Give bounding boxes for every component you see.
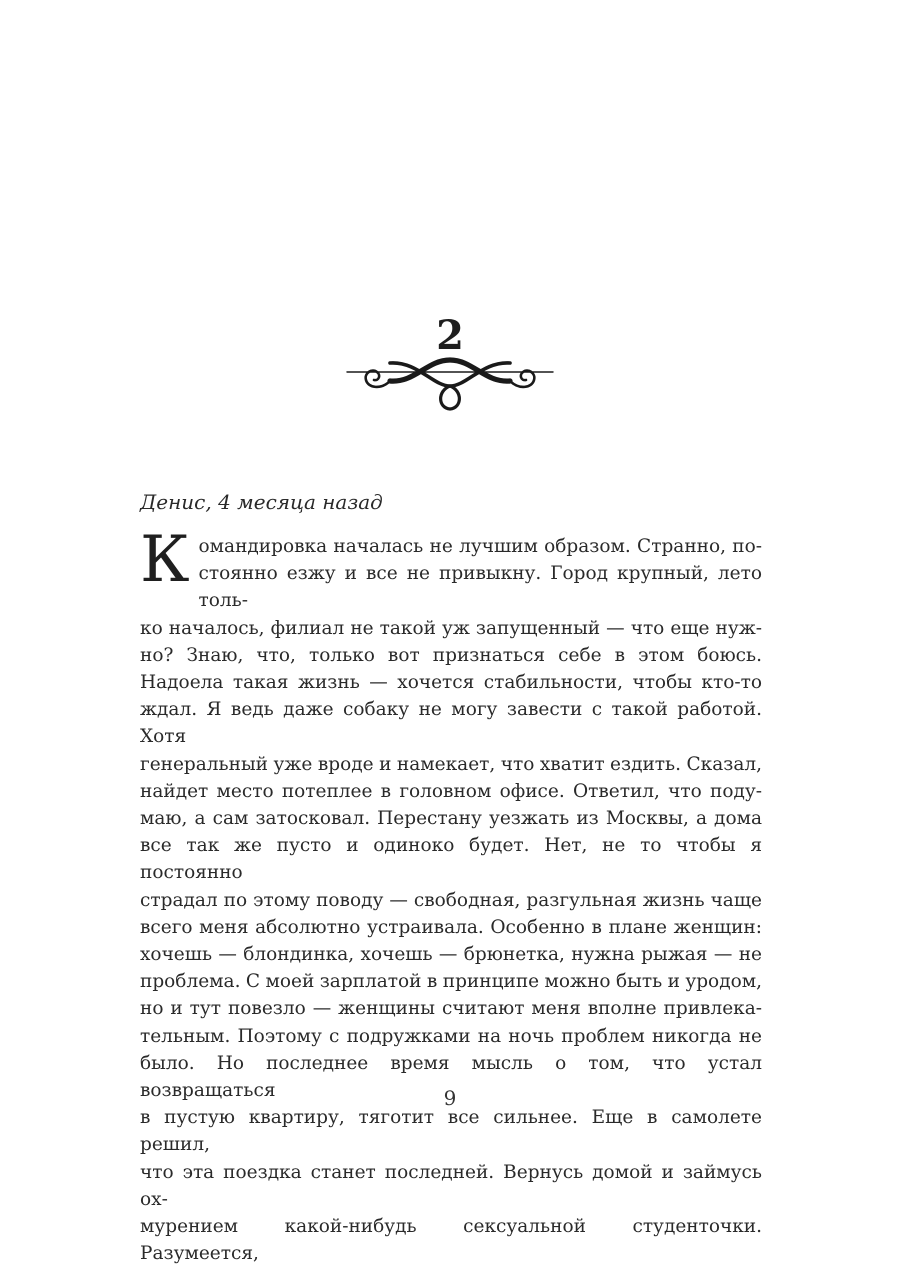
- flourish-divider-icon: [345, 350, 555, 415]
- body-line: найдет место потеплее в головном офисе. Ответил, что поду-: [140, 780, 762, 802]
- body-line: маю, а сам затосковал. Перестану уезжать из Москвы, а дома: [140, 808, 762, 830]
- body-line: мурением какой-нибудь сексуальной студенточки. Разумеется,: [140, 1216, 762, 1265]
- body-line: все так же пусто и одиноко будет. Нет, не то чтобы я постоянно: [140, 835, 762, 884]
- body-line: что эта поездка станет последней. Вернусь домой и займусь ох-: [140, 1161, 762, 1210]
- chapter-number: 2: [436, 312, 464, 359]
- section-subtitle: Денис, 4 месяца назад: [140, 490, 383, 514]
- body-line: но? Знаю, что, только вот признаться себе в этом боюсь.: [140, 644, 762, 666]
- body-line: было. Но последнее время мысль о том, что устал возвращаться: [140, 1052, 762, 1102]
- body-paragraph: [140, 523, 762, 1267]
- body-line: тельным. Поэтому с подружками на ночь проблем никогда не: [140, 1025, 762, 1047]
- body-line: Надоела такая жизнь — хочется стабильности, чтобы кто-то: [140, 672, 762, 694]
- body-line: хочешь — блондинка, хочешь — брюнетка, нужна рыжая — не: [140, 944, 762, 966]
- body-line: страдал по этому поводу — свободная, разгульная жизнь чаще: [140, 889, 762, 911]
- body-line: омандировка началась не лучшим образом. Странно, по-: [198, 536, 762, 557]
- body-line: ко началось, филиал не такой уж запущенный — что еще нуж-: [140, 617, 762, 639]
- drop-cap: К: [140, 523, 190, 597]
- body-line: стоянно езжу и все не привыкну. Город крупный, лето толь-: [198, 563, 762, 612]
- body-line: проблема. С моей зарплатой в принципе можно быть и уродом,: [140, 971, 762, 993]
- body-line: ждал. Я ведь даже собаку не могу завести с такой работой. Хотя: [140, 699, 762, 748]
- body-line: но и тут повезло — женщины считают меня вполне привлека-: [140, 998, 762, 1020]
- body-line: генеральный уже вроде и намекает, что хватит ездить. Сказал,: [140, 753, 762, 775]
- body-line: всего меня абсолютно устраивала. Особенно в плане женщин:: [140, 916, 762, 938]
- body-line: в пустую квартиру, тяготит все сильнее. Еще в самолете решил,: [140, 1107, 762, 1156]
- page-number: 9: [443, 1086, 457, 1110]
- body-text: [140, 523, 762, 1267]
